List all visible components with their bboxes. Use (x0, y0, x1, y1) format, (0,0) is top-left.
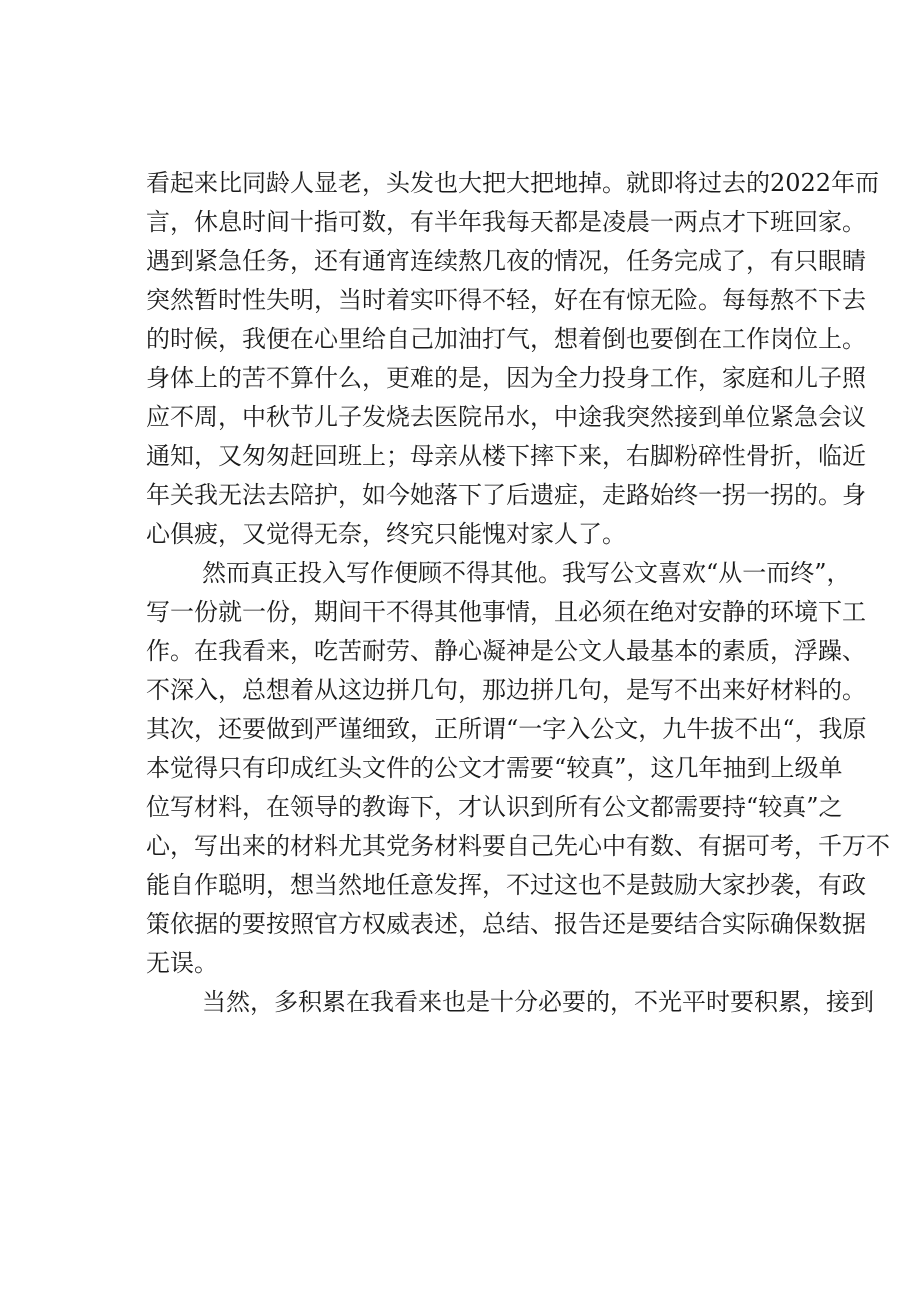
text-line: 年关我无法去陪护，如今她落下了后遗症，走路始终一拐一拐的。身 (146, 481, 866, 509)
paragraph-2 (146, 554, 890, 983)
text-line: 心俱疲，又觉得无奈，终究只能愧对家人了。 (146, 520, 626, 548)
text-line: 不深入，总想着从这边拼几句，那边拼几句，是写不出来好材料的。 (146, 676, 866, 704)
text-line: 能自作聪明，想当然地任意发挥，不过这也不是鼓励大家抄袭，有政 (146, 871, 866, 899)
text-line: 身体上的苦不算什么，更难的是，因为全力投身工作，家庭和儿子照 (146, 364, 866, 392)
text-line: 策依据的要按照官方权威表述，总结、报告还是要结合实际确保数据 (146, 910, 866, 938)
paragraph-3 (146, 983, 874, 1022)
text-line: 言，休息时间十指可数，有半年我每天都是凌晨一两点才下班回家。 (146, 208, 866, 236)
text-line: 然而真正投入写作便顾不得其他。我写公文喜欢“从一而终”， (202, 559, 851, 587)
text-line: 看起来比同龄人显老，头发也大把大把地掉。就即将过去的2022年而 (146, 169, 880, 197)
text-line: 其次，还要做到严谨细致，正所谓“一字入公文，九牛拔不出“，我原 (146, 715, 867, 743)
text-line: 应不周，中秋节儿子发烧去医院吊水，中途我突然接到单位紧急会议 (146, 403, 866, 431)
text-line: 写一份就一份，期间干不得其他事情，且必须在绝对安静的环境下工 (146, 598, 866, 626)
text-line: 当然，多积累在我看来也是十分必要的，不光平时要积累，接到 (202, 988, 874, 1016)
text-line: 本觉得只有印成红头文件的公文才需要“较真”，这几年抽到上级单 (146, 754, 843, 782)
text-line: 心，写出来的材料尤其党务材料要自己先心中有数、有据可考，千万不 (146, 832, 890, 860)
text-line: 突然暂时性失明，当时着实吓得不轻，好在有惊无险。每每熬不下去 (146, 286, 866, 314)
text-line: 通知，又匆匆赶回班上；母亲从楼下摔下来，右脚粉碎性骨折，临近 (146, 442, 866, 470)
text-line: 无误。 (146, 949, 218, 977)
paragraph-1 (146, 164, 880, 554)
text-line: 遇到紧急任务，还有通宵连续熬几夜的情况，任务完成了，有只眼睛 (146, 247, 866, 275)
text-line: 作。在我看来，吃苦耐劳、静心凝神是公文人最基本的素质，浮躁、 (146, 637, 866, 665)
text-line: 的时候，我便在心里给自己加油打气，想着倒也要倒在工作岗位上。 (146, 325, 866, 353)
text-line: 位写材料，在领导的教诲下，才认识到所有公文都需要持“较真”之 (146, 793, 843, 821)
document-body (146, 164, 890, 1022)
